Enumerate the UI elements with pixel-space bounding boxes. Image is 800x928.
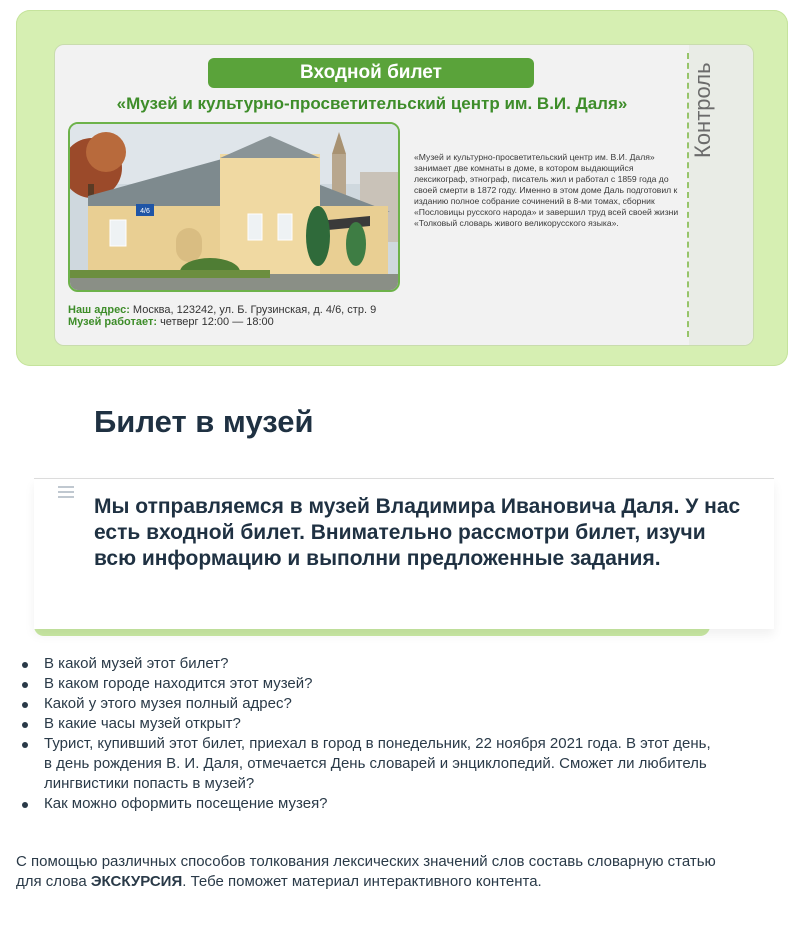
task-keyword: ЭКСКУРСИЯ — [90, 873, 183, 890]
museum-building-illustration — [70, 124, 400, 292]
list-item: В какой музей этот билет? — [20, 654, 720, 674]
list-item: Как можно оформить посещение музея? — [20, 794, 720, 814]
ticket-stub-label: Контроль — [690, 62, 715, 158]
ticket-title: Входной билет — [208, 58, 534, 88]
intro-text: Мы отправляемся в музей Владимира Ивановича Даля. У нас есть входной билет. Внимательно рассмотри билет, изучи всю информацию и выполни предложенные задания. — [94, 495, 741, 570]
ticket-museum-name: «Музей и культурно-просветительский центр им. В.И. Даля» — [116, 94, 628, 113]
task-text-after: . Тебе поможет материал интерактивного контента. — [182, 873, 542, 890]
house-number-sign: 4/6 — [140, 208, 150, 215]
list-item: В каком городе находится этот музей? — [20, 674, 720, 694]
ticket-description: «Музей и культурно-просветительский центр им. В.И. Даля» занимает две комнаты в доме, в котором выдающийся лексикограф, этнограф, писатель жил и работал с 1859 года до своей смерти в 1872 году. Именно в этом доме Даль подготовил к изданию полное собрание сочинений в 8-ми томах, сборник «Пословицы русского народа» и завершил труд всей своей жизни «Толковый словарь живого великорусского языка». — [414, 152, 679, 228]
questions-list — [20, 654, 720, 814]
menu-icon[interactable] — [58, 486, 74, 498]
museum-photo — [68, 122, 400, 292]
hours-value: четверг 12:00 — 18:00 — [160, 316, 274, 328]
task-paragraph — [16, 852, 736, 892]
ticket-address — [68, 304, 376, 316]
address-value: Москва, 123242, ул. Б. Грузинская, д. 4/6, стр. 9 — [132, 304, 377, 316]
page-title: Билет в музей — [94, 404, 314, 439]
hours-label: Музей работает: — [68, 316, 157, 328]
list-item: Какой у этого музея полный адрес? — [20, 694, 720, 714]
address-label: Наш адрес: — [68, 304, 130, 316]
ticket-hours — [68, 316, 274, 328]
task-text-before: С помощью различных способов толкования лексических значений слов составь словарную статью для слова — [16, 853, 716, 890]
ticket-perforation — [687, 53, 689, 337]
list-item: В какие часы музей открыт? — [20, 714, 720, 734]
list-item: Турист, купивший этот билет, приехал в город в понедельник, 22 ноября 2021 года. В этот день, в день рождения В. И. Даля, отмечается День словарей и энциклопедий. Сможет ли любитель лингвистики попасть в музей? — [20, 734, 720, 794]
